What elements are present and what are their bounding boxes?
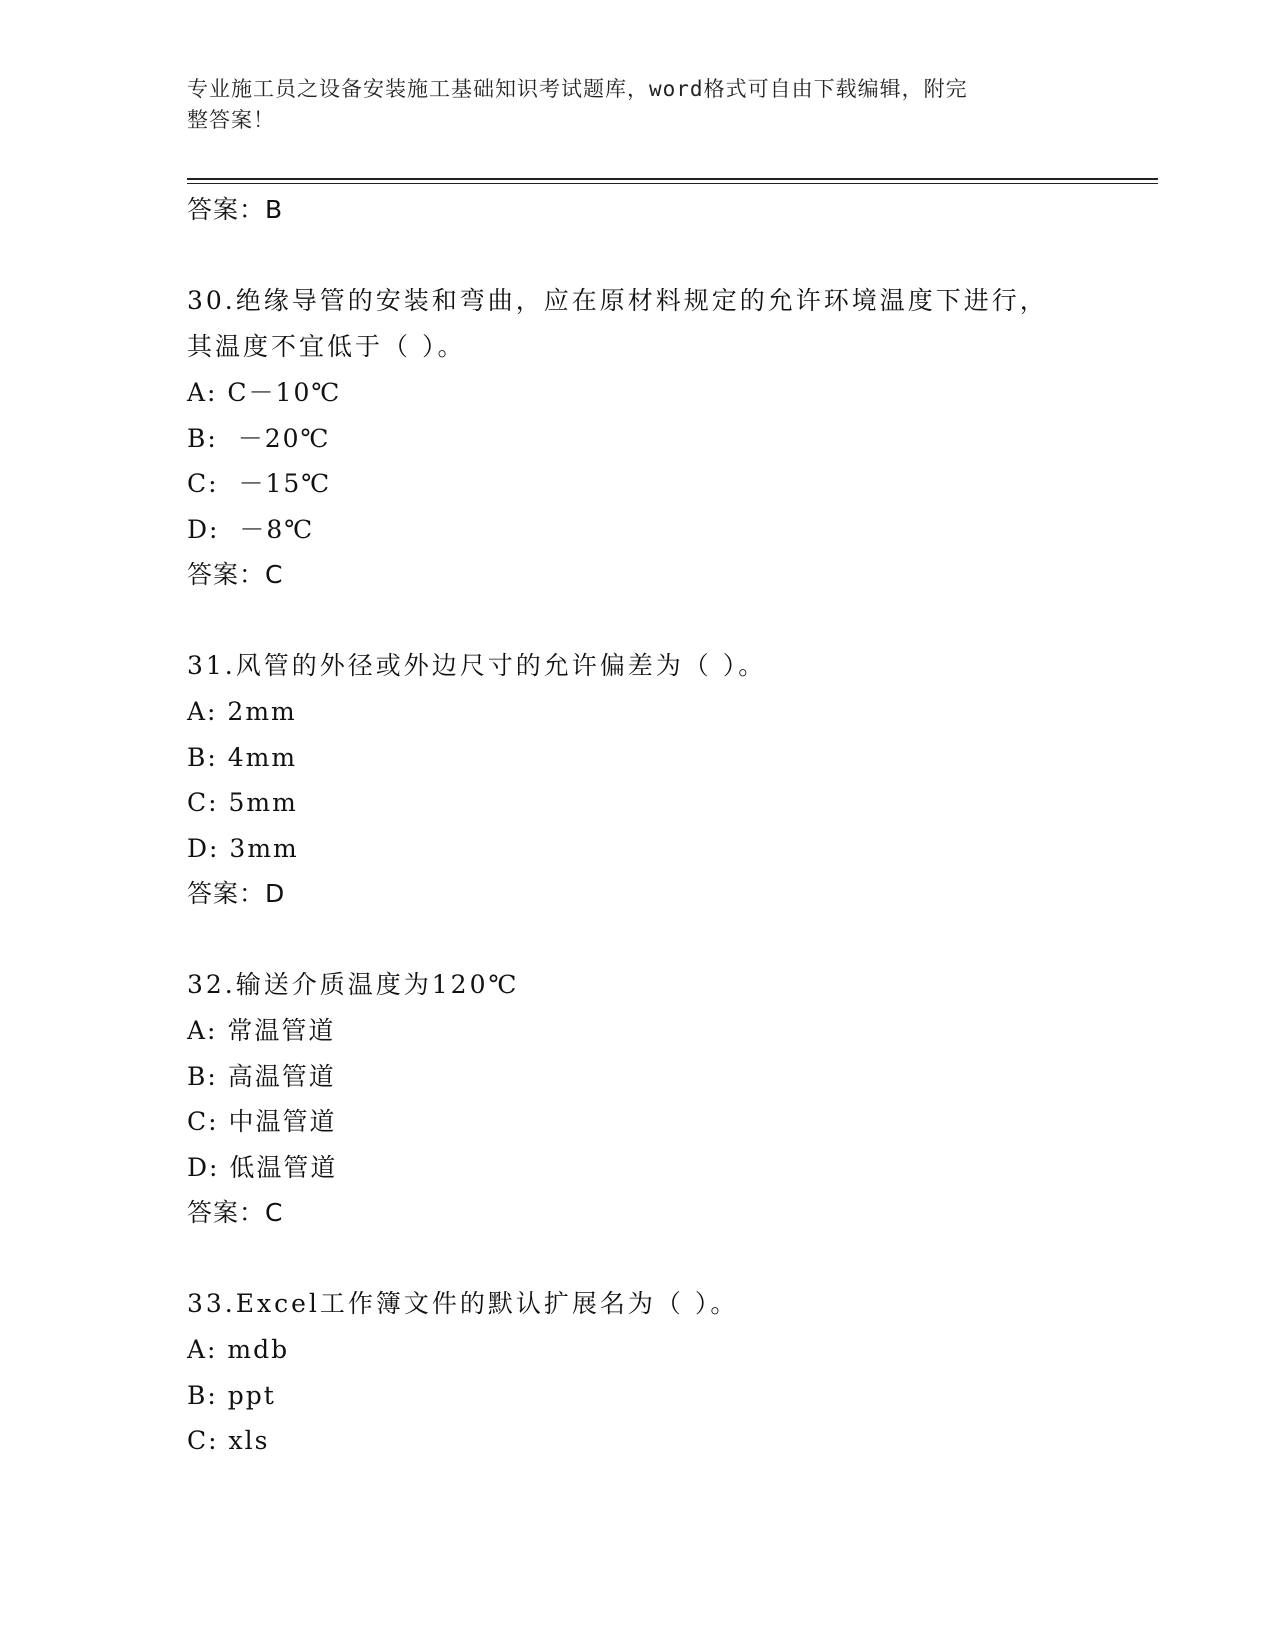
option-a: A: mdb — [187, 1335, 290, 1364]
option-a: A: 2mm — [187, 697, 297, 726]
question-32 — [187, 962, 1127, 1236]
option-c: C: xls — [187, 1426, 270, 1455]
question-text: 31.风管的外径或外边尺寸的允许偏差为（ ）。 — [187, 651, 767, 680]
question-text: 33.Excel工作簿文件的默认扩展名为（ ）。 — [187, 1289, 739, 1318]
question-text: 32.输送介质温度为120℃ — [187, 970, 520, 999]
option-a: A: 常温管道 — [187, 1016, 336, 1045]
answer-line: 答案：B — [187, 195, 284, 224]
question-31 — [187, 643, 1127, 917]
option-a: A: C－10℃ — [187, 378, 342, 407]
question-33 — [187, 1281, 1127, 1464]
option-d: D: －8℃ — [187, 514, 315, 544]
header-line: 整答案！ — [187, 108, 275, 132]
header-divider-thick — [187, 178, 1158, 180]
question-30 — [187, 278, 1127, 598]
answer-line: 答案：D — [187, 879, 286, 908]
option-b: B: －20℃ — [187, 423, 331, 453]
document-body — [187, 187, 1127, 1464]
answer-line: 答案：C — [187, 560, 284, 589]
option-c: C: 中温管道 — [187, 1107, 337, 1136]
spacer — [187, 917, 1127, 962]
answer-line: 答案：C — [187, 1198, 284, 1227]
header-line: 专业施工员之设备安装施工基础知识考试题库，word格式可自由下载编辑，附完 — [187, 77, 968, 101]
option-d: D: 3mm — [187, 833, 299, 863]
question-text: 其温度不宜低于（ ）。 — [187, 332, 466, 361]
question-text: 30.绝缘导管的安装和弯曲，应在原材料规定的允许环境温度下进行， — [187, 286, 1048, 315]
spacer — [187, 233, 1127, 278]
option-b: B: 高温管道 — [187, 1061, 336, 1091]
page-header — [187, 74, 1067, 136]
option-b: B: 4mm — [187, 742, 298, 772]
option-d: D: 低温管道 — [187, 1152, 338, 1182]
option-c: C: 5mm — [187, 788, 298, 817]
spacer — [187, 1236, 1127, 1281]
option-c: C: －15℃ — [187, 469, 332, 498]
header-divider-thin — [187, 183, 1158, 184]
spacer — [187, 598, 1127, 643]
option-b: B: ppt — [187, 1380, 276, 1410]
